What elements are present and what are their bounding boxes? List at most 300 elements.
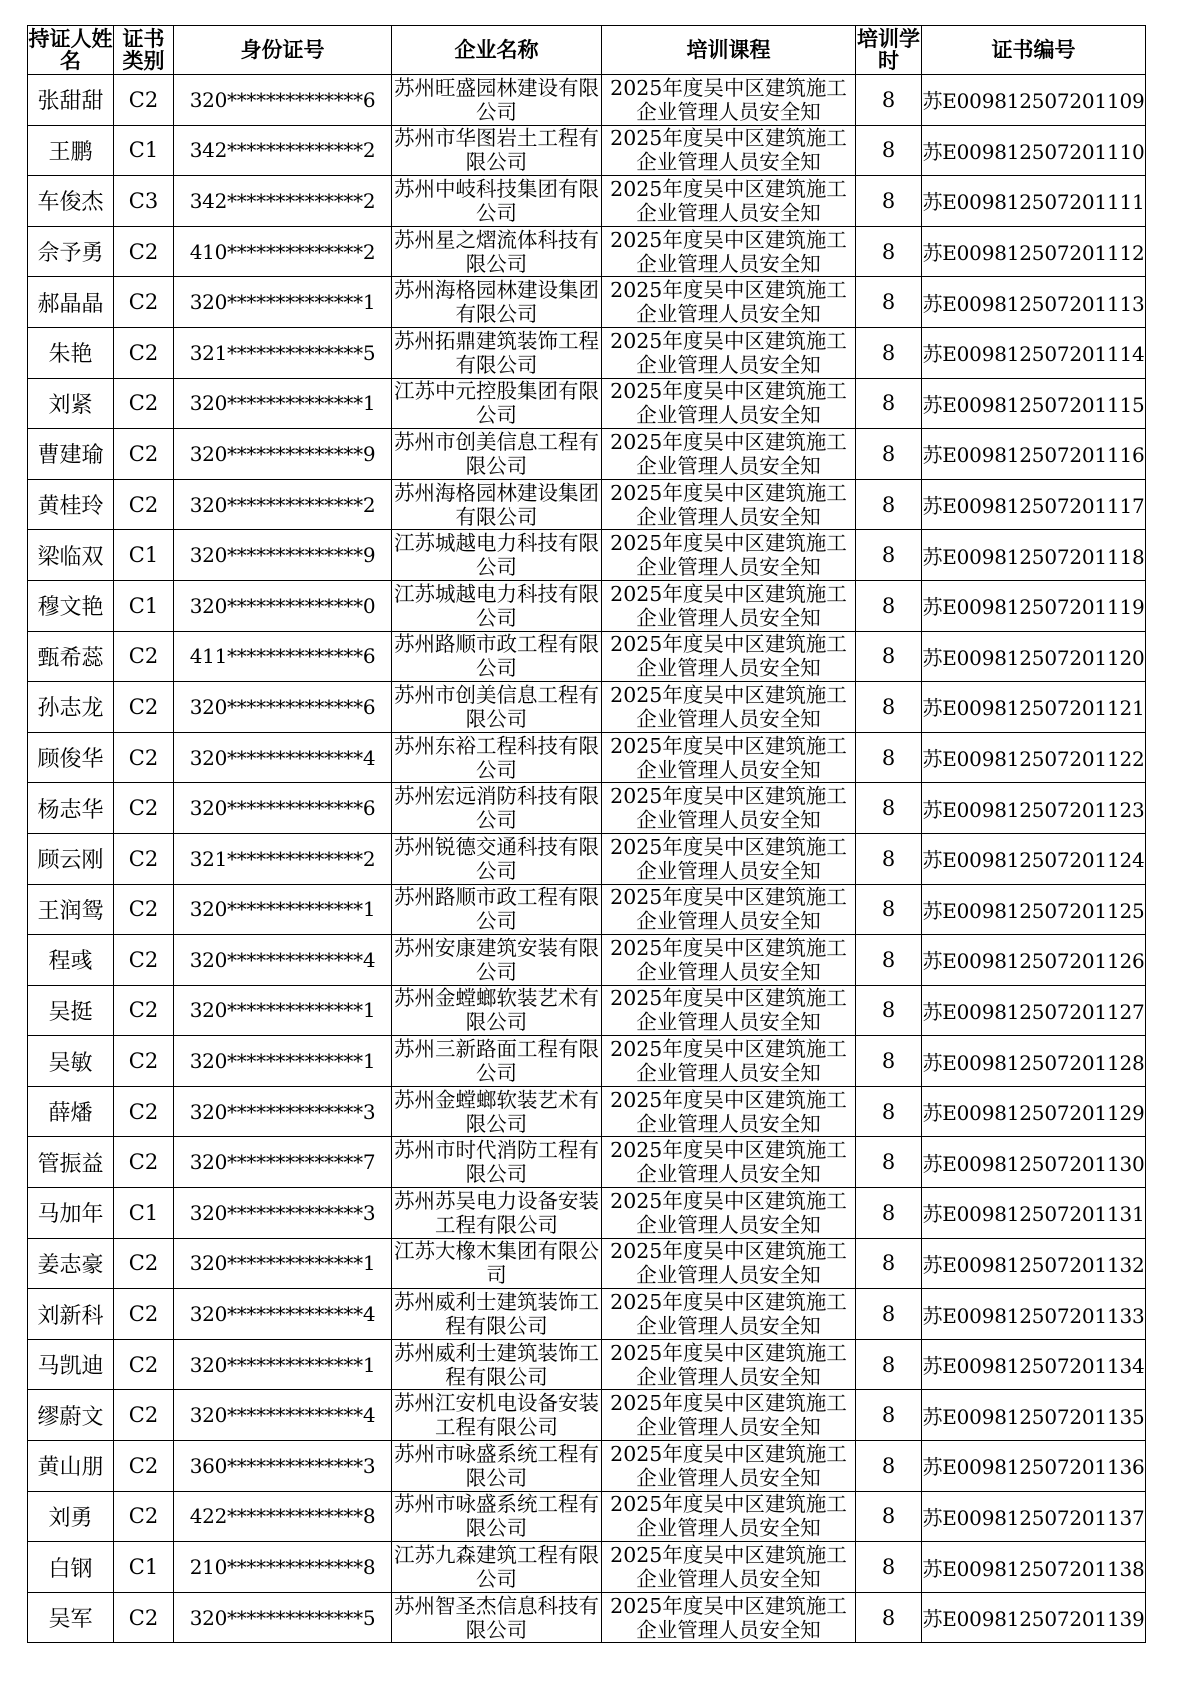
cell-company-text: 苏州市咏盛系统工程有限公司 bbox=[394, 1441, 599, 1490]
header-idno: 身份证号 bbox=[174, 26, 392, 75]
cell-id-number: 320**************6 bbox=[174, 783, 392, 834]
cell-hours: 8 bbox=[856, 833, 922, 884]
cell-course-text: 2025年度吴中区建筑施工企业管理人员安全知 bbox=[610, 834, 847, 883]
cell-course-text: 2025年度吴中区建筑施工企业管理人员安全知 bbox=[610, 1492, 847, 1541]
cell-company bbox=[392, 935, 602, 986]
cell-name: 刘新科 bbox=[28, 1289, 114, 1340]
cell-course-text: 2025年度吴中区建筑施工企业管理人员安全知 bbox=[610, 1593, 847, 1642]
cell-name: 程彧 bbox=[28, 935, 114, 986]
cell-hours: 8 bbox=[856, 935, 922, 986]
cell-id-number: 320**************3 bbox=[174, 1188, 392, 1239]
cell-id-number: 321**************5 bbox=[174, 327, 392, 378]
cell-course bbox=[602, 327, 856, 378]
table-row bbox=[28, 884, 1146, 935]
cell-company bbox=[392, 1441, 602, 1492]
cell-id-number: 320**************1 bbox=[174, 985, 392, 1036]
cell-hours: 8 bbox=[856, 479, 922, 530]
cell-course-text: 2025年度吴中区建筑施工企业管理人员安全知 bbox=[610, 176, 847, 225]
cell-company-text: 苏州星之熠流体科技有限公司 bbox=[394, 227, 599, 276]
cell-company-text: 苏州拓鼎建筑装饰工程有限公司 bbox=[394, 328, 599, 377]
cell-course-text: 2025年度吴中区建筑施工企业管理人员安全知 bbox=[610, 227, 847, 276]
cell-course bbox=[602, 1188, 856, 1239]
table-row bbox=[28, 1137, 1146, 1188]
cell-company-text: 苏州海格园林建设集团有限公司 bbox=[394, 278, 599, 327]
cell-name: 马加年 bbox=[28, 1188, 114, 1239]
cell-cert-type: C2 bbox=[114, 884, 174, 935]
table-row bbox=[28, 429, 1146, 480]
cell-cert-type: C3 bbox=[114, 176, 174, 227]
table-row bbox=[28, 1390, 1146, 1441]
cell-company bbox=[392, 530, 602, 581]
table-row bbox=[28, 1441, 1146, 1492]
cell-company-text: 苏州宏远消防科技有限公司 bbox=[394, 784, 599, 833]
cell-course-text: 2025年度吴中区建筑施工企业管理人员安全知 bbox=[610, 379, 847, 428]
table-row bbox=[28, 1542, 1146, 1593]
cell-cert-number: 苏E009812507201116 bbox=[922, 429, 1146, 480]
cell-cert-number: 苏E009812507201121 bbox=[922, 682, 1146, 733]
cell-course bbox=[602, 1390, 856, 1441]
cell-hours: 8 bbox=[856, 277, 922, 328]
cell-course bbox=[602, 1086, 856, 1137]
cell-cert-type: C2 bbox=[114, 429, 174, 480]
cell-company bbox=[392, 1137, 602, 1188]
cell-cert-type: C2 bbox=[114, 75, 174, 126]
table-row bbox=[28, 1036, 1146, 1087]
cell-company-text: 苏州金螳螂软装艺术有限公司 bbox=[394, 1087, 599, 1136]
cell-course-text: 2025年度吴中区建筑施工企业管理人员安全知 bbox=[610, 480, 847, 529]
cell-company-text: 苏州旺盛园林建设有限公司 bbox=[394, 75, 599, 124]
cell-company-text: 江苏大橡木集团有限公司 bbox=[394, 1239, 599, 1288]
table-row bbox=[28, 833, 1146, 884]
cell-company bbox=[392, 1238, 602, 1289]
cell-id-number: 320**************5 bbox=[174, 1592, 392, 1643]
cell-id-number: 320**************0 bbox=[174, 580, 392, 631]
cell-cert-number: 苏E009812507201129 bbox=[922, 1086, 1146, 1137]
cell-course-text: 2025年度吴中区建筑施工企业管理人员安全知 bbox=[610, 1391, 847, 1440]
cell-hours: 8 bbox=[856, 1542, 922, 1593]
cell-company bbox=[392, 75, 602, 126]
cell-course bbox=[602, 1339, 856, 1390]
table-row bbox=[28, 682, 1146, 733]
cell-company bbox=[392, 176, 602, 227]
cell-company-text: 江苏城越电力科技有限公司 bbox=[394, 531, 599, 580]
cell-course-text: 2025年度吴中区建筑施工企业管理人员安全知 bbox=[610, 885, 847, 934]
cell-course-text: 2025年度吴中区建筑施工企业管理人员安全知 bbox=[610, 632, 847, 681]
cell-course bbox=[602, 833, 856, 884]
cell-id-number: 320**************7 bbox=[174, 1137, 392, 1188]
table-row bbox=[28, 1592, 1146, 1643]
table-row bbox=[28, 530, 1146, 581]
cell-course bbox=[602, 378, 856, 429]
cell-cert-type: C2 bbox=[114, 479, 174, 530]
cell-hours: 8 bbox=[856, 226, 922, 277]
cell-course bbox=[602, 985, 856, 1036]
cell-course-text: 2025年度吴中区建筑施工企业管理人员安全知 bbox=[610, 1290, 847, 1339]
cell-company-text: 苏州市咏盛系统工程有限公司 bbox=[394, 1492, 599, 1541]
cell-id-number: 320**************1 bbox=[174, 1339, 392, 1390]
cell-course-text: 2025年度吴中区建筑施工企业管理人员安全知 bbox=[610, 429, 847, 478]
cell-cert-number: 苏E009812507201123 bbox=[922, 783, 1146, 834]
table-row bbox=[28, 176, 1146, 227]
cell-course-text: 2025年度吴中区建筑施工企业管理人员安全知 bbox=[610, 581, 847, 630]
cell-name: 吴军 bbox=[28, 1592, 114, 1643]
cell-cert-number: 苏E009812507201136 bbox=[922, 1441, 1146, 1492]
cell-course bbox=[602, 631, 856, 682]
cell-hours: 8 bbox=[856, 530, 922, 581]
cell-cert-number: 苏E009812507201126 bbox=[922, 935, 1146, 986]
table-row bbox=[28, 125, 1146, 176]
cell-name: 黄桂玲 bbox=[28, 479, 114, 530]
cell-id-number: 210**************8 bbox=[174, 1542, 392, 1593]
certificate-roster-table bbox=[27, 25, 1146, 1643]
cell-cert-type: C2 bbox=[114, 1390, 174, 1441]
table-row bbox=[28, 732, 1146, 783]
cell-id-number: 342**************2 bbox=[174, 176, 392, 227]
table-row bbox=[28, 631, 1146, 682]
table-row bbox=[28, 378, 1146, 429]
cell-cert-number: 苏E009812507201119 bbox=[922, 580, 1146, 631]
cell-hours: 8 bbox=[856, 1137, 922, 1188]
cell-course-text: 2025年度吴中区建筑施工企业管理人员安全知 bbox=[610, 75, 847, 124]
cell-hours: 8 bbox=[856, 884, 922, 935]
cell-company-text: 江苏城越电力科技有限公司 bbox=[394, 581, 599, 630]
cell-company-text: 苏州路顺市政工程有限公司 bbox=[394, 632, 599, 681]
cell-cert-number: 苏E009812507201110 bbox=[922, 125, 1146, 176]
cell-cert-number: 苏E009812507201117 bbox=[922, 479, 1146, 530]
cell-cert-number: 苏E009812507201137 bbox=[922, 1491, 1146, 1542]
cell-cert-type: C2 bbox=[114, 935, 174, 986]
table-row bbox=[28, 479, 1146, 530]
cell-hours: 8 bbox=[856, 985, 922, 1036]
cell-id-number: 320**************1 bbox=[174, 1238, 392, 1289]
cell-name: 杨志华 bbox=[28, 783, 114, 834]
cell-id-number: 320**************6 bbox=[174, 75, 392, 126]
cell-company-text: 苏州市时代消防工程有限公司 bbox=[394, 1138, 599, 1187]
cell-company-text: 苏州中岐科技集团有限公司 bbox=[394, 176, 599, 225]
cell-cert-number: 苏E009812507201122 bbox=[922, 732, 1146, 783]
cell-name: 薛燔 bbox=[28, 1086, 114, 1137]
cell-course bbox=[602, 580, 856, 631]
cell-cert-number: 苏E009812507201132 bbox=[922, 1238, 1146, 1289]
cell-name: 缪蔚文 bbox=[28, 1390, 114, 1441]
cell-course-text: 2025年度吴中区建筑施工企业管理人员安全知 bbox=[610, 935, 847, 984]
cell-cert-number: 苏E009812507201113 bbox=[922, 277, 1146, 328]
cell-cert-number: 苏E009812507201134 bbox=[922, 1339, 1146, 1390]
cell-id-number: 320**************1 bbox=[174, 378, 392, 429]
cell-hours: 8 bbox=[856, 75, 922, 126]
cell-company bbox=[392, 226, 602, 277]
cell-course bbox=[602, 75, 856, 126]
cell-company-text: 苏州锐德交通科技有限公司 bbox=[394, 834, 599, 883]
cell-name: 黄山朋 bbox=[28, 1441, 114, 1492]
cell-course-text: 2025年度吴中区建筑施工企业管理人员安全知 bbox=[610, 328, 847, 377]
cell-cert-type: C2 bbox=[114, 1036, 174, 1087]
cell-cert-number: 苏E009812507201112 bbox=[922, 226, 1146, 277]
cell-course bbox=[602, 226, 856, 277]
cell-company bbox=[392, 1086, 602, 1137]
table-body bbox=[28, 75, 1146, 1643]
cell-cert-number: 苏E009812507201120 bbox=[922, 631, 1146, 682]
cell-id-number: 320**************9 bbox=[174, 429, 392, 480]
cell-cert-type: C1 bbox=[114, 125, 174, 176]
cell-name: 吴挺 bbox=[28, 985, 114, 1036]
cell-course bbox=[602, 783, 856, 834]
cell-cert-type: C2 bbox=[114, 1592, 174, 1643]
cell-id-number: 410**************2 bbox=[174, 226, 392, 277]
cell-cert-type: C2 bbox=[114, 327, 174, 378]
cell-name: 曹建瑜 bbox=[28, 429, 114, 480]
table-row bbox=[28, 277, 1146, 328]
cell-course bbox=[602, 884, 856, 935]
cell-cert-type: C2 bbox=[114, 682, 174, 733]
cell-course bbox=[602, 1592, 856, 1643]
table-row bbox=[28, 1491, 1146, 1542]
header-type: 证书类别 bbox=[114, 26, 174, 75]
cell-cert-type: C2 bbox=[114, 1238, 174, 1289]
cell-company-text: 苏州江安机电设备安装工程有限公司 bbox=[394, 1391, 599, 1440]
cell-course bbox=[602, 682, 856, 733]
cell-course-text: 2025年度吴中区建筑施工企业管理人员安全知 bbox=[610, 1188, 847, 1237]
cell-cert-type: C2 bbox=[114, 1289, 174, 1340]
cell-company bbox=[392, 1542, 602, 1593]
cell-hours: 8 bbox=[856, 682, 922, 733]
cell-cert-number: 苏E009812507201127 bbox=[922, 985, 1146, 1036]
cell-company bbox=[392, 1390, 602, 1441]
cell-name: 王鹏 bbox=[28, 125, 114, 176]
cell-hours: 8 bbox=[856, 1188, 922, 1239]
cell-id-number: 422**************8 bbox=[174, 1491, 392, 1542]
cell-hours: 8 bbox=[856, 1491, 922, 1542]
cell-id-number: 320**************1 bbox=[174, 884, 392, 935]
cell-hours: 8 bbox=[856, 1390, 922, 1441]
cell-company-text: 江苏中元控股集团有限公司 bbox=[394, 379, 599, 428]
cell-name: 刘勇 bbox=[28, 1491, 114, 1542]
cell-course bbox=[602, 1036, 856, 1087]
cell-name: 刘紧 bbox=[28, 378, 114, 429]
table-row bbox=[28, 1238, 1146, 1289]
cell-cert-number: 苏E009812507201139 bbox=[922, 1592, 1146, 1643]
cell-name: 车俊杰 bbox=[28, 176, 114, 227]
cell-id-number: 320**************6 bbox=[174, 682, 392, 733]
cell-cert-number: 苏E009812507201128 bbox=[922, 1036, 1146, 1087]
cell-company-text: 苏州苏吴电力设备安装工程有限公司 bbox=[394, 1188, 599, 1237]
table-row bbox=[28, 783, 1146, 834]
cell-company bbox=[392, 1339, 602, 1390]
cell-cert-type: C2 bbox=[114, 277, 174, 328]
table-row bbox=[28, 1188, 1146, 1239]
table-row bbox=[28, 75, 1146, 126]
cell-course bbox=[602, 1491, 856, 1542]
header-certno: 证书编号 bbox=[922, 26, 1146, 75]
cell-course-text: 2025年度吴中区建筑施工企业管理人员安全知 bbox=[610, 1138, 847, 1187]
cell-company-text: 苏州三新路面工程有限公司 bbox=[394, 1037, 599, 1086]
cell-cert-type: C2 bbox=[114, 226, 174, 277]
cell-id-number: 320**************2 bbox=[174, 479, 392, 530]
header-course: 培训课程 bbox=[602, 26, 856, 75]
cell-cert-number: 苏E009812507201114 bbox=[922, 327, 1146, 378]
cell-course-text: 2025年度吴中区建筑施工企业管理人员安全知 bbox=[610, 1087, 847, 1136]
cell-company bbox=[392, 732, 602, 783]
cell-name: 吴敏 bbox=[28, 1036, 114, 1087]
cell-name: 孙志龙 bbox=[28, 682, 114, 733]
cell-hours: 8 bbox=[856, 1238, 922, 1289]
cell-hours: 8 bbox=[856, 429, 922, 480]
cell-id-number: 320**************4 bbox=[174, 1289, 392, 1340]
cell-name: 穆文艳 bbox=[28, 580, 114, 631]
cell-course bbox=[602, 125, 856, 176]
table-row bbox=[28, 226, 1146, 277]
cell-company bbox=[392, 580, 602, 631]
cell-hours: 8 bbox=[856, 1086, 922, 1137]
cell-name: 白钢 bbox=[28, 1542, 114, 1593]
header-hours: 培训学时 bbox=[857, 26, 920, 73]
cell-course-text: 2025年度吴中区建筑施工企业管理人员安全知 bbox=[610, 733, 847, 782]
cell-company-text: 江苏九森建筑工程有限公司 bbox=[394, 1543, 599, 1592]
cell-course-text: 2025年度吴中区建筑施工企业管理人员安全知 bbox=[610, 784, 847, 833]
cell-company-text: 苏州路顺市政工程有限公司 bbox=[394, 885, 599, 934]
cell-name: 马凯迪 bbox=[28, 1339, 114, 1390]
cell-course bbox=[602, 935, 856, 986]
table-row bbox=[28, 580, 1146, 631]
cell-name: 郝晶晶 bbox=[28, 277, 114, 328]
cell-id-number: 321**************2 bbox=[174, 833, 392, 884]
cell-company bbox=[392, 429, 602, 480]
table-row bbox=[28, 1339, 1146, 1390]
cell-company-text: 苏州安康建筑安装有限公司 bbox=[394, 935, 599, 984]
table-row bbox=[28, 1289, 1146, 1340]
cell-name: 姜志豪 bbox=[28, 1238, 114, 1289]
cell-company bbox=[392, 631, 602, 682]
cell-course bbox=[602, 429, 856, 480]
cell-cert-number: 苏E009812507201124 bbox=[922, 833, 1146, 884]
cell-course bbox=[602, 1441, 856, 1492]
cell-hours: 8 bbox=[856, 125, 922, 176]
cell-hours: 8 bbox=[856, 631, 922, 682]
cell-course-text: 2025年度吴中区建筑施工企业管理人员安全知 bbox=[610, 126, 847, 175]
cell-id-number: 320**************9 bbox=[174, 530, 392, 581]
cell-company bbox=[392, 125, 602, 176]
cell-hours: 8 bbox=[856, 327, 922, 378]
cell-cert-number: 苏E009812507201125 bbox=[922, 884, 1146, 935]
cell-company-text: 苏州市创美信息工程有限公司 bbox=[394, 429, 599, 478]
cell-hours: 8 bbox=[856, 1289, 922, 1340]
cell-cert-number: 苏E009812507201135 bbox=[922, 1390, 1146, 1441]
cell-id-number: 411**************6 bbox=[174, 631, 392, 682]
cell-cert-number: 苏E009812507201133 bbox=[922, 1289, 1146, 1340]
cell-course bbox=[602, 176, 856, 227]
cell-company bbox=[392, 1036, 602, 1087]
cell-course-text: 2025年度吴中区建筑施工企业管理人员安全知 bbox=[610, 1441, 847, 1490]
cell-hours: 8 bbox=[856, 1339, 922, 1390]
cell-cert-type: C2 bbox=[114, 1339, 174, 1390]
cell-course-text: 2025年度吴中区建筑施工企业管理人员安全知 bbox=[610, 1340, 847, 1389]
cell-course-text: 2025年度吴中区建筑施工企业管理人员安全知 bbox=[610, 1543, 847, 1592]
cell-cert-type: C1 bbox=[114, 580, 174, 631]
cell-company bbox=[392, 479, 602, 530]
cell-company bbox=[392, 783, 602, 834]
cell-hours: 8 bbox=[856, 1441, 922, 1492]
cell-id-number: 320**************1 bbox=[174, 277, 392, 328]
cell-cert-type: C2 bbox=[114, 1086, 174, 1137]
cell-cert-number: 苏E009812507201111 bbox=[922, 176, 1146, 227]
cell-company-text: 苏州智圣杰信息科技有限公司 bbox=[394, 1593, 599, 1642]
cell-course bbox=[602, 277, 856, 328]
cell-company bbox=[392, 1289, 602, 1340]
header-name: 持证人姓名 bbox=[28, 26, 113, 73]
cell-id-number: 342**************2 bbox=[174, 125, 392, 176]
cell-course-text: 2025年度吴中区建筑施工企业管理人员安全知 bbox=[610, 1037, 847, 1086]
cell-cert-type: C2 bbox=[114, 985, 174, 1036]
cell-company-text: 苏州市华图岩土工程有限公司 bbox=[394, 126, 599, 175]
table-row bbox=[28, 935, 1146, 986]
cell-company bbox=[392, 682, 602, 733]
cell-cert-type: C2 bbox=[114, 1441, 174, 1492]
cell-cert-type: C2 bbox=[114, 783, 174, 834]
cell-course-text: 2025年度吴中区建筑施工企业管理人员安全知 bbox=[610, 531, 847, 580]
cell-course-text: 2025年度吴中区建筑施工企业管理人员安全知 bbox=[610, 986, 847, 1035]
cell-id-number: 320**************3 bbox=[174, 1086, 392, 1137]
cell-name: 朱艳 bbox=[28, 327, 114, 378]
cell-id-number: 360**************3 bbox=[174, 1441, 392, 1492]
cell-hours: 8 bbox=[856, 1592, 922, 1643]
cell-id-number: 320**************4 bbox=[174, 935, 392, 986]
cell-company-text: 苏州市创美信息工程有限公司 bbox=[394, 682, 599, 731]
cell-company bbox=[392, 378, 602, 429]
cell-cert-number: 苏E009812507201130 bbox=[922, 1137, 1146, 1188]
cell-course bbox=[602, 1137, 856, 1188]
cell-course bbox=[602, 479, 856, 530]
cell-company-text: 苏州威利士建筑装饰工程有限公司 bbox=[394, 1340, 599, 1389]
cell-hours: 8 bbox=[856, 783, 922, 834]
cell-cert-type: C1 bbox=[114, 1542, 174, 1593]
cell-hours: 8 bbox=[856, 580, 922, 631]
cell-cert-type: C2 bbox=[114, 833, 174, 884]
cell-name: 甄希蕊 bbox=[28, 631, 114, 682]
cell-company bbox=[392, 327, 602, 378]
cell-hours: 8 bbox=[856, 732, 922, 783]
cell-course bbox=[602, 732, 856, 783]
cell-hours: 8 bbox=[856, 176, 922, 227]
table-row bbox=[28, 1086, 1146, 1137]
cell-course-text: 2025年度吴中区建筑施工企业管理人员安全知 bbox=[610, 682, 847, 731]
cell-cert-number: 苏E009812507201131 bbox=[922, 1188, 1146, 1239]
table-row bbox=[28, 985, 1146, 1036]
table-header-row bbox=[28, 26, 1146, 75]
cell-name: 张甜甜 bbox=[28, 75, 114, 126]
cell-company bbox=[392, 985, 602, 1036]
cell-name: 梁临双 bbox=[28, 530, 114, 581]
cell-cert-type: C2 bbox=[114, 1491, 174, 1542]
cell-company-text: 苏州海格园林建设集团有限公司 bbox=[394, 480, 599, 529]
cell-course bbox=[602, 1542, 856, 1593]
table-row bbox=[28, 327, 1146, 378]
cell-cert-type: C2 bbox=[114, 378, 174, 429]
cell-company-text: 苏州金螳螂软装艺术有限公司 bbox=[394, 986, 599, 1035]
cell-hours: 8 bbox=[856, 378, 922, 429]
cell-hours: 8 bbox=[856, 1036, 922, 1087]
cell-course bbox=[602, 530, 856, 581]
cell-name: 王润鸳 bbox=[28, 884, 114, 935]
cell-cert-type: C1 bbox=[114, 1188, 174, 1239]
cell-company bbox=[392, 1592, 602, 1643]
cell-id-number: 320**************1 bbox=[174, 1036, 392, 1087]
cell-cert-type: C1 bbox=[114, 530, 174, 581]
cell-course-text: 2025年度吴中区建筑施工企业管理人员安全知 bbox=[610, 1239, 847, 1288]
cell-company bbox=[392, 277, 602, 328]
cell-name: 顾云刚 bbox=[28, 833, 114, 884]
cell-course-text: 2025年度吴中区建筑施工企业管理人员安全知 bbox=[610, 278, 847, 327]
cell-cert-type: C2 bbox=[114, 631, 174, 682]
